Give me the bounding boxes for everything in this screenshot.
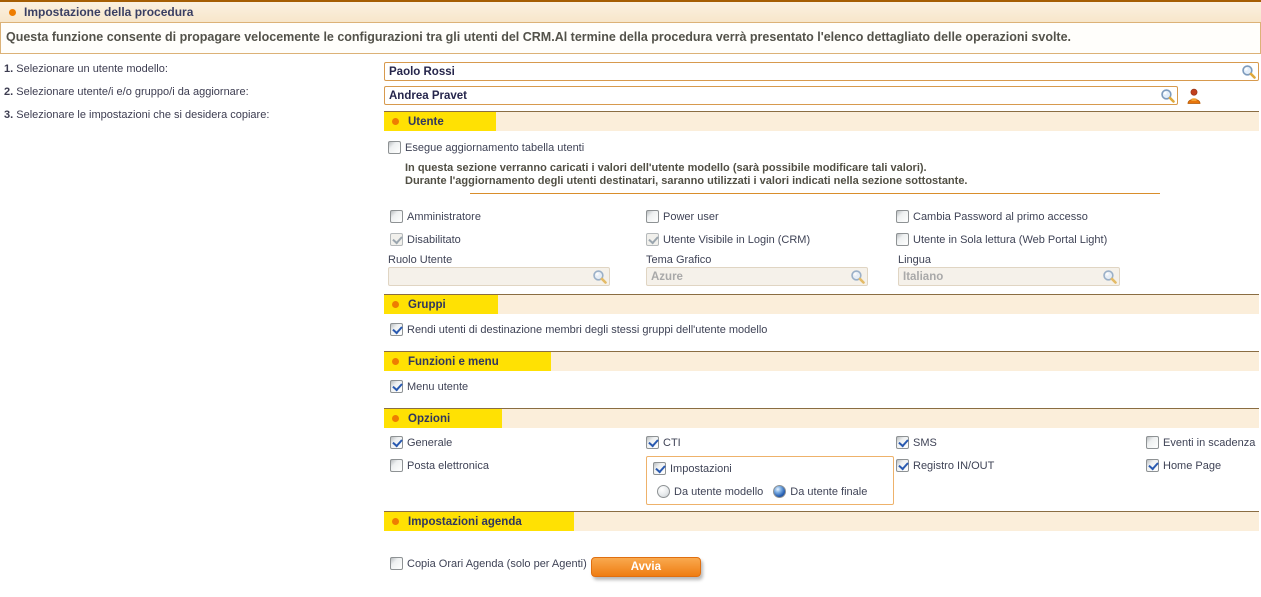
checkbox-rendi-gruppi[interactable] bbox=[390, 323, 767, 336]
checkbox-box[interactable] bbox=[646, 210, 659, 223]
ruolo-utente-input bbox=[388, 267, 610, 286]
checkbox-label: Posta elettronica bbox=[407, 459, 489, 472]
checkbox-box[interactable] bbox=[896, 459, 909, 472]
tema-grafico-input bbox=[646, 267, 868, 286]
checkbox-box[interactable] bbox=[390, 323, 403, 336]
radio-button[interactable] bbox=[773, 485, 786, 498]
checkbox-box bbox=[390, 233, 403, 246]
lingua-input bbox=[898, 267, 1120, 286]
utente-field-labels bbox=[388, 254, 1259, 266]
checkbox-sms[interactable] bbox=[896, 436, 1146, 449]
radio-button[interactable] bbox=[657, 485, 670, 498]
impostazioni-radio-group bbox=[657, 485, 887, 498]
section-highlight bbox=[384, 512, 574, 531]
page-header bbox=[0, 0, 1261, 23]
steps-column bbox=[4, 62, 380, 131]
step-2-label: Selezionare utente/i e/o gruppo/i da aggiornare: bbox=[16, 86, 249, 98]
checkbox-box bbox=[646, 233, 659, 246]
step-1 bbox=[4, 62, 380, 76]
checkbox-box[interactable] bbox=[388, 141, 401, 154]
checkbox-home-page[interactable] bbox=[1146, 459, 1259, 472]
checkbox-amministratore[interactable] bbox=[390, 210, 646, 223]
checkbox-label: Cambia Password al primo accesso bbox=[913, 210, 1088, 223]
checkbox-label: Rendi utenti di destinazione membri degli stessi gruppi dell'utente modello bbox=[407, 323, 768, 336]
section-title-utente: Utente bbox=[408, 115, 444, 128]
opzioni-checkbox-grid bbox=[390, 436, 1259, 505]
utente-note-line1: In questa sezione verranno caricati i valori dell'utente modello (sarà possibile modificare tali valori). bbox=[405, 162, 927, 174]
checkbox-box[interactable] bbox=[390, 210, 403, 223]
checkbox-eventi-scadenza[interactable] bbox=[1146, 436, 1259, 449]
checkbox-posta-elettronica[interactable] bbox=[390, 459, 646, 472]
step-1-number: 1. bbox=[4, 63, 14, 75]
section-highlight bbox=[384, 352, 551, 371]
checkbox-label: Copia Orari Agenda (solo per Agenti) bbox=[407, 557, 587, 570]
checkbox-box[interactable] bbox=[646, 436, 659, 449]
model-user-input[interactable] bbox=[384, 62, 1259, 81]
description-text: Questa funzione consente di propagare velocemente le configurazioni tra gli utenti del CRM.Al termine della procedura verrà presentato l'elenco dettagliato delle operazioni svolte. bbox=[0, 23, 1261, 54]
checkbox-cambia-password[interactable] bbox=[896, 210, 1259, 223]
step-3-number: 3. bbox=[4, 109, 14, 121]
step-3-label: Selezionare le impostazioni che si desidera copiare: bbox=[16, 109, 270, 121]
section-header-funzioni bbox=[384, 351, 1259, 371]
checkbox-box[interactable] bbox=[896, 436, 909, 449]
section-divider bbox=[470, 193, 1160, 194]
checkbox-box[interactable] bbox=[1146, 436, 1159, 449]
checkbox-label: Amministratore bbox=[407, 210, 481, 223]
checkbox-label: CTI bbox=[663, 436, 681, 449]
checkbox-box[interactable] bbox=[390, 436, 403, 449]
bullet-icon bbox=[9, 9, 16, 16]
checkbox-box[interactable] bbox=[653, 462, 666, 475]
target-user-field bbox=[384, 86, 1178, 105]
checkbox-cti[interactable] bbox=[646, 436, 896, 449]
bullet-icon bbox=[392, 301, 399, 308]
checkbox-label: Utente Visibile in Login (CRM) bbox=[663, 233, 811, 246]
checkbox-utente-sola-lettura[interactable] bbox=[896, 233, 1259, 246]
ruolo-utente-label: Ruolo Utente bbox=[388, 254, 453, 266]
checkbox-label: Impostazioni bbox=[670, 462, 732, 475]
checkbox-label: Menu utente bbox=[407, 380, 469, 393]
impostazioni-subpanel bbox=[646, 456, 894, 505]
checkbox-disabilitato bbox=[390, 233, 646, 246]
utente-note bbox=[405, 162, 1259, 188]
section-header-opzioni bbox=[384, 408, 1259, 428]
bullet-icon bbox=[392, 358, 399, 365]
section-header-utente bbox=[384, 111, 1259, 131]
checkbox-box[interactable] bbox=[896, 233, 909, 246]
checkbox-generale[interactable] bbox=[390, 436, 646, 449]
search-icon[interactable] bbox=[1241, 64, 1256, 79]
checkbox-utente-visibile-login bbox=[646, 233, 896, 246]
section-highlight bbox=[384, 295, 498, 314]
checkbox-label: Esegue aggiornamento tabella utenti bbox=[405, 141, 585, 154]
checkbox-menu-utente[interactable] bbox=[390, 380, 468, 393]
search-icon bbox=[592, 269, 607, 284]
search-icon bbox=[850, 269, 865, 284]
section-highlight bbox=[384, 112, 496, 131]
step-2 bbox=[4, 85, 380, 99]
section-highlight bbox=[384, 409, 502, 428]
bullet-icon bbox=[392, 415, 399, 422]
lingua-label: Lingua bbox=[898, 254, 932, 266]
tema-grafico-label: Tema Grafico bbox=[646, 254, 712, 266]
page-title: Impostazione della procedura bbox=[24, 5, 194, 19]
main-column bbox=[384, 62, 1259, 577]
checkbox-label: Utente in Sola lettura (Web Portal Light) bbox=[913, 233, 1108, 246]
step-2-number: 2. bbox=[4, 86, 14, 98]
bullet-icon bbox=[392, 118, 399, 125]
checkbox-label: Registro IN/OUT bbox=[913, 459, 995, 472]
checkbox-box[interactable] bbox=[1146, 459, 1159, 472]
lingua-field bbox=[898, 267, 1120, 286]
utente-fields-row bbox=[388, 267, 1259, 286]
step-1-label: Selezionare un utente modello: bbox=[16, 63, 168, 75]
ruolo-utente-field bbox=[388, 267, 610, 286]
section-title-opzioni: Opzioni bbox=[408, 412, 451, 425]
checkbox-box[interactable] bbox=[390, 380, 403, 393]
section-title-gruppi: Gruppi bbox=[408, 298, 446, 311]
section-title-agenda: Impostazioni agenda bbox=[408, 515, 522, 528]
radio-da-utente-finale[interactable] bbox=[773, 485, 867, 498]
checkbox-label: SMS bbox=[913, 436, 937, 449]
utente-note-line2: Durante l'aggiornamento degli utenti destinatari, saranno utilizzati i valori indicati nella sezione sottostante. bbox=[405, 175, 968, 187]
bullet-icon bbox=[392, 518, 399, 525]
checkbox-esegue-aggiornamento[interactable] bbox=[388, 141, 584, 154]
target-user-row bbox=[384, 86, 1259, 105]
person-icon[interactable] bbox=[1186, 88, 1202, 104]
checkbox-box[interactable] bbox=[390, 459, 403, 472]
utente-checkbox-grid bbox=[390, 210, 1259, 246]
checkbox-box[interactable] bbox=[390, 557, 403, 570]
step-3 bbox=[4, 108, 380, 122]
checkbox-label: Generale bbox=[407, 436, 453, 449]
radio-label: Da utente modello bbox=[674, 485, 764, 498]
radio-label: Da utente finale bbox=[790, 485, 868, 498]
section-header-agenda bbox=[384, 511, 1259, 531]
section-header-gruppi bbox=[384, 294, 1259, 314]
tema-grafico-field bbox=[646, 267, 868, 286]
checkbox-registro-inout[interactable] bbox=[896, 459, 1146, 472]
model-user-field bbox=[384, 62, 1259, 81]
checkbox-power-user[interactable] bbox=[646, 210, 896, 223]
radio-da-utente-modello[interactable] bbox=[657, 485, 763, 498]
checkbox-box[interactable] bbox=[896, 210, 909, 223]
checkbox-impostazioni[interactable] bbox=[653, 462, 732, 475]
target-user-input[interactable] bbox=[384, 86, 1178, 105]
checkbox-label: Home Page bbox=[1163, 459, 1222, 472]
checkbox-label: Eventi in scadenza bbox=[1163, 436, 1256, 449]
search-icon[interactable] bbox=[1160, 88, 1175, 103]
checkbox-label: Power user bbox=[663, 210, 719, 223]
section-title-funzioni: Funzioni e menu bbox=[408, 355, 499, 368]
checkbox-label: Disabilitato bbox=[407, 233, 461, 246]
checkbox-copia-orari-agenda[interactable] bbox=[390, 557, 587, 570]
avvia-button[interactable]: Avvia bbox=[591, 557, 701, 577]
search-icon bbox=[1102, 269, 1117, 284]
